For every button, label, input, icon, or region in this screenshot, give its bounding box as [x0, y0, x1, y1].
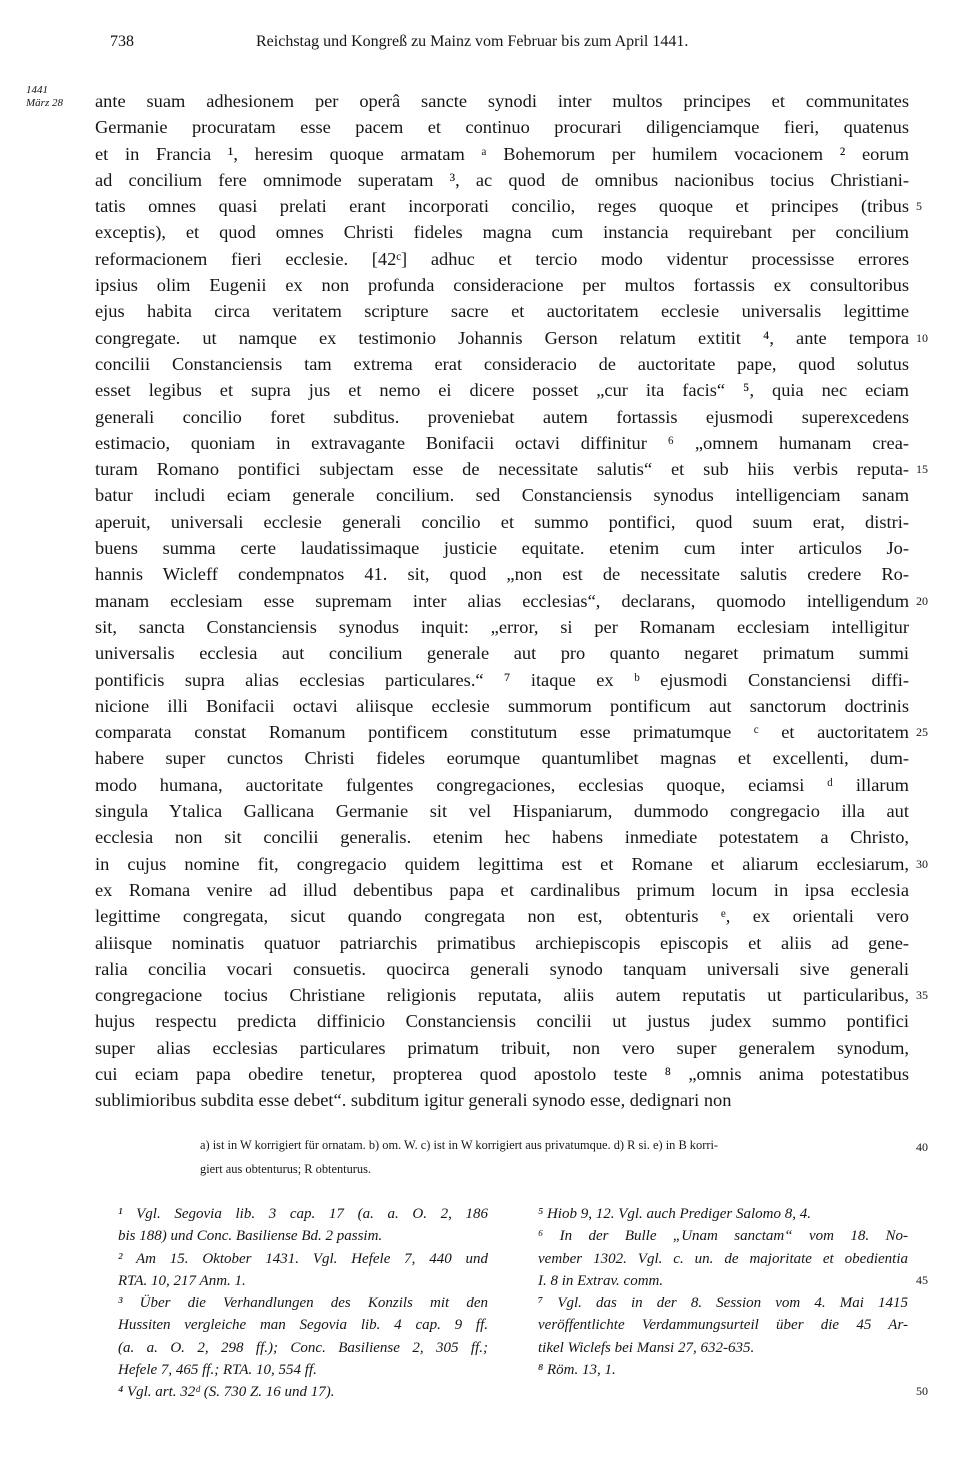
text-line: comparata constat Romanum pontificem constitutum esse primatumque ᶜ et auctoritatem	[95, 722, 909, 743]
line-number: 30	[916, 856, 928, 871]
text-line: habere super cunctos Christi fideles eorumque quantumlibet magnas et excellenti, dum-	[95, 748, 909, 769]
text-line: legittime congregata, sicut quando congregata non est, obtenturis ᵉ, ex orientali vero	[95, 906, 909, 927]
text-line: sit, sancta Constanciensis synodus inquit: „error, si per Romanam ecclesiam intelligitur	[95, 616, 909, 637]
text-line: pontificis supra alias ecclesias particulares.“ ⁷ itaque ex ᵇ ejusmodi Constanciensi diffi-	[95, 669, 909, 690]
text-line: ralia concilia vocari consuetis. quocirca generali synodo tanquam universali sive generali	[95, 958, 909, 979]
text-line: singula Ytalica Gallicana Germanie sit vel Hispaniarum, dummodo congregacio illa aut	[95, 801, 909, 822]
text-line: estimacio, quoniam in extravagante Bonifacii octavi diffinitur ⁶ „omnem humanam crea-	[95, 432, 909, 453]
footnote-line: Hefele 7, 465 ff.; RTA. 10, 554 ff.	[118, 1362, 317, 1379]
text-line: congregate. ut namque ex testimonio Johannis Gerson relatum extitit ⁴, ante tempora	[95, 327, 909, 348]
apparatus-line-number: 40	[916, 1140, 928, 1154]
footnote-line: Hussiten vergleiche man Segovia lib. 4 cap. 9 ff.	[118, 1317, 488, 1334]
text-line: manam ecclesiam esse supremam inter alias ecclesias“, declarans, quomodo intelligendum	[95, 590, 909, 611]
line-number: 10	[916, 330, 928, 345]
footnote-line: I. 8 in Extrav. comm.	[538, 1272, 664, 1289]
footnote-line: tikel Wiclefs bei Mansi 27, 632-635.	[538, 1339, 755, 1356]
footnote-line: vember 1302. Vgl. c. un. de majoritate et obedientia	[538, 1250, 908, 1267]
text-line: congregacione tocius Christiane religionis reputata, aliis autem reputatis ut particularibus,	[95, 985, 909, 1006]
text-line: ipsius olim Eugenii ex non profunda consideracione per multos fortassis ex consultoribus	[95, 275, 909, 296]
line-number: 20	[916, 593, 928, 608]
text-line: ex Romana venire ad illud debentibus papa et cardinalibus primum locum in ipsa ecclesia	[95, 879, 909, 900]
text-line: hujus respectu predicta diffinicio Constanciensis concilii ut justus judex summo pontifici	[95, 1011, 909, 1032]
footnote-line-number: 45	[916, 1273, 928, 1287]
text-line: sublimioribus subdita esse debet“. subditum igitur generali synodo esse, dedignari non	[95, 1090, 732, 1111]
text-line: ejus habita circa veritatem scripture sacre et auctoritatem ecclesie universalis legittime	[95, 301, 909, 322]
apparatus-line: giert aus obtenturus; R obtenturus.	[200, 1162, 372, 1176]
text-line: concilii Constanciensis tam extrema erat consideracio de auctoritate pape, quod solutus	[95, 353, 909, 374]
line-number: 35	[916, 988, 928, 1003]
text-line: et in Francia ¹, heresim quoque armatam ᵃ Bohemorum per humilem vocacionem ² eorum	[95, 143, 909, 164]
text-line: aliisque nominatis quatuor patriarchis primatibus archiepiscopis episcopis et aliis ad gene-	[95, 932, 909, 953]
footnote-line: ⁸ Röm. 13, 1.	[538, 1362, 616, 1379]
text-line: Germanie procuratam esse pacem et continuo procurari diligenciamque fieri, quatenus	[95, 117, 909, 138]
footnote-line: (a. a. O. 2, 298 ff.); Conc. Basiliense 2, 305 ff.;	[118, 1339, 488, 1356]
footnotes-left	[118, 1203, 488, 1404]
footnote-line: ⁵ Hiob 9, 12. Vgl. auch Prediger Salomo 8, 4.	[538, 1206, 811, 1222]
line-number: 25	[916, 725, 928, 740]
line-number: 5	[916, 199, 922, 214]
text-line: cui eciam papa obedire tenetur, propterea quod apostolo teste ⁸ „omnis anima potestatibus	[95, 1063, 909, 1084]
line-number: 15	[916, 462, 928, 477]
text-line: exceptis), et quod omnes Christi fideles magna cum instancia requirebant per concilium	[95, 222, 909, 243]
text-line: tatis omnes quasi prelati erant incorporati concilio, reges quoque et principes (tribus	[95, 196, 909, 217]
footnotes-right	[538, 1203, 908, 1381]
text-line: turam Romano pontifici subjectam esse de necessitate salutis“ et sub hiis verbis reputa-	[95, 459, 909, 480]
margin-date-note	[26, 84, 63, 110]
main-text	[95, 88, 909, 1114]
text-line: super alias ecclesias particulares primatum tribuit, non vero super generalem synodum,	[95, 1037, 909, 1058]
text-line: ad concilium fere omnimode superatam ³, ac quod de omnibus nacionibus tocius Christiani-	[95, 169, 909, 190]
page-number: 738	[110, 33, 134, 50]
text-line: generali concilio foret subditus. proveniebat autem fortassis ejusmodi superexcedens	[95, 406, 909, 427]
text-line: in cujus nomine fit, congregacio quidem legittima est et Romane et aliarum ecclesiarum,	[95, 853, 909, 874]
text-line: ante suam adhesionem per operâ sancte synodi inter multos principes et communitates	[95, 91, 909, 111]
footnote-line: RTA. 10, 217 Anm. 1.	[118, 1272, 246, 1289]
text-line: ecclesia non sit concilii generalis. etenim hec habens inmediate potestatem a Christo,	[95, 827, 909, 848]
critical-apparatus	[200, 1133, 910, 1181]
running-title: Reichstag und Kongreß zu Mainz vom Februar bis zum April 1441.	[256, 33, 689, 50]
text-line: universalis ecclesia aut concilium generale aut pro quanto negaret primatum summi	[95, 643, 909, 664]
footnote-line: ⁶ In der Bulle „Unam sanctam“ vom 18. No-	[538, 1228, 908, 1245]
text-line: hannis Wicleff condempnatos 41. sit, quod „non est de necessitate salutis credere Ro-	[95, 564, 909, 585]
apparatus-line: a) ist in W korrigiert für ornatam. b) om. W. c) ist in W korrigiert aus privatumque. d) R si. e) in B korri-	[200, 1138, 719, 1152]
footnote-line: ⁷ Vgl. das in der 8. Session vom 4. Mai 1415	[538, 1295, 908, 1312]
text-line: buens summa certe laudatissimaque justicie equitate. etenim cum inter articulos Jo-	[95, 538, 909, 559]
text-line: reformacionem fieri ecclesie. [42ᶜ] adhuc et tercio modo videntur processisse errores	[95, 248, 909, 269]
footnote-line: veröffentlichte Verdammungsurteil über die 45 Ar-	[538, 1317, 908, 1334]
margin-year: 1441	[26, 84, 48, 96]
margin-day: März 28	[26, 97, 63, 109]
text-line: batur includi eciam generale concilium. sed Constanciensis synodus intelligenciam sanam	[95, 485, 909, 506]
footnote-line: ² Am 15. Oktober 1431. Vgl. Hefele 7, 440 und	[118, 1250, 488, 1267]
footnote-line: ¹ Vgl. Segovia lib. 3 cap. 17 (a. a. O. 2, 186	[118, 1206, 488, 1222]
text-line: esset legibus et supra jus et nemo ei dicere posset „cur ita facis“ ⁵, quia nec eciam	[95, 380, 909, 401]
text-line: aperuit, universali ecclesie generali concilio et summo pontifici, quod suum erat, distri-	[95, 511, 909, 532]
text-line: nicione illi Bonifacii octavi aliisque ecclesie summorum pontificum aut sanctorum doctrinis	[95, 695, 909, 716]
footnote-line-number: 50	[916, 1384, 928, 1398]
text-line: modo humana, auctoritate fulgentes congregaciones, ecclesias quoque, eciamsi ᵈ illarum	[95, 774, 909, 795]
footnote-line: ⁴ Vgl. art. 32ᵈ (S. 730 Z. 16 und 17).	[118, 1384, 335, 1401]
footnote-line: ³ Über die Verhandlungen des Konzils mit den	[118, 1295, 488, 1312]
footnote-line: bis 188) und Conc. Basiliense Bd. 2 passim.	[118, 1228, 383, 1245]
